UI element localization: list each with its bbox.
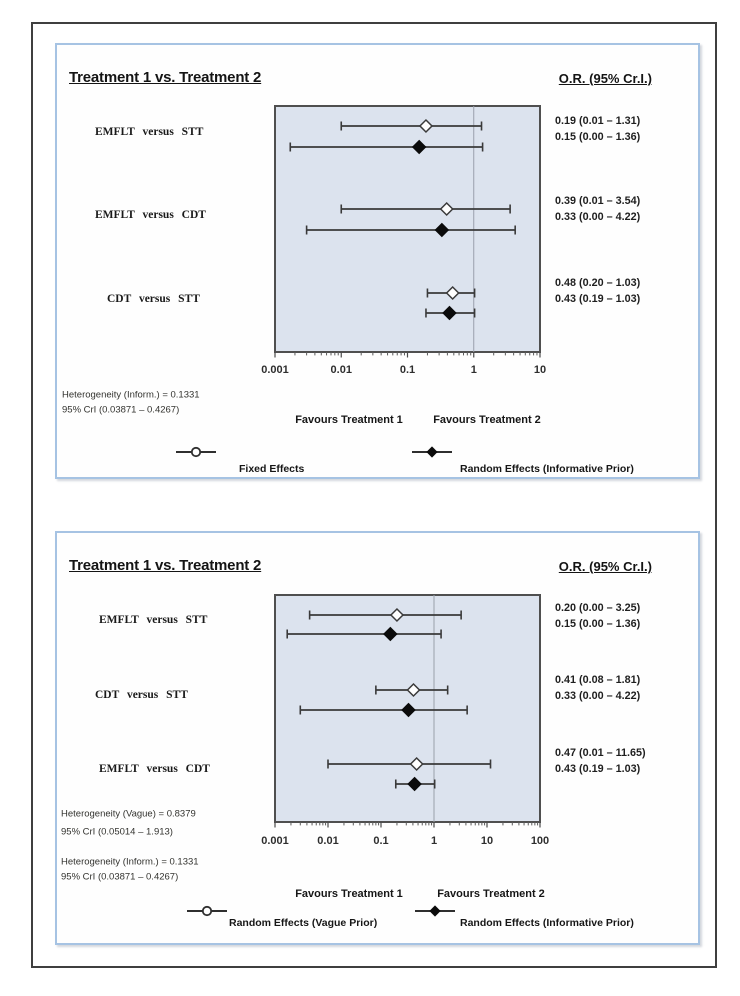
heterogeneity-text: Heterogeneity (Vague) = 0.8379 xyxy=(61,808,196,820)
or-value: 0.43 (0.19 – 1.03) xyxy=(555,293,641,305)
comparison-label: CDT versus STT xyxy=(95,689,188,701)
or-value: 0.15 (0.00 – 1.36) xyxy=(555,618,641,630)
or-value: 0.48 (0.20 – 1.03) xyxy=(555,277,641,289)
or-value: 0.41 (0.08 – 1.81) xyxy=(555,674,641,686)
heterogeneity-text: 95% CrI (0.05014 – 1.913) xyxy=(61,826,173,838)
axis-tick-label: 0.1 xyxy=(373,835,389,847)
or-header: O.R. (95% Cr.I.) xyxy=(558,71,652,86)
legend-markers xyxy=(187,905,455,916)
legend-markers xyxy=(176,446,452,457)
legend-label: Fixed Effects xyxy=(239,463,305,475)
panel-title: Treatment 1 vs. Treatment 2 xyxy=(69,69,262,86)
axis-tick-label: 100 xyxy=(530,835,550,847)
x-axis xyxy=(261,822,549,847)
or-header: O.R. (95% Cr.I.) xyxy=(558,559,652,574)
favours-treatment-2-label: Favours Treatment 2 xyxy=(437,888,545,900)
heterogeneity-text: Heterogeneity (Inform.) = 0.1331 xyxy=(62,389,200,401)
axis-tick-label: 0.01 xyxy=(330,364,352,376)
comparison-label: EMFLT versus CDT xyxy=(95,209,206,221)
comparison-label: EMFLT versus CDT xyxy=(99,763,210,775)
favours-treatment-2-label: Favours Treatment 2 xyxy=(433,414,541,426)
or-value: 0.20 (0.00 – 3.25) xyxy=(555,602,641,614)
axis-tick-label: 0.01 xyxy=(317,835,339,847)
forest-plot-panel-bottom xyxy=(55,531,700,945)
or-value: 0.33 (0.00 – 4.22) xyxy=(555,690,641,702)
comparison-label: EMFLT versus STT xyxy=(95,126,204,138)
or-value: 0.33 (0.00 – 4.22) xyxy=(555,211,641,223)
axis-tick-label: 0.1 xyxy=(399,364,416,376)
forest-plot-panel-top xyxy=(55,43,700,479)
comparison-label: CDT versus STT xyxy=(107,293,200,305)
x-axis xyxy=(261,352,546,376)
filled-diamond-icon xyxy=(426,446,437,457)
legend-label: Random Effects (Vague Prior) xyxy=(229,917,378,929)
heterogeneity-text: 95% CrI (0.03871 – 0.4267) xyxy=(61,871,179,883)
favours-treatment-1-label: Favours Treatment 1 xyxy=(295,888,403,900)
heterogeneity-text: Heterogeneity (Inform.) = 0.1331 xyxy=(61,856,199,868)
or-value: 0.19 (0.01 – 1.31) xyxy=(555,115,641,127)
or-value: 0.39 (0.01 – 3.54) xyxy=(555,195,641,207)
or-value: 0.15 (0.00 – 1.36) xyxy=(555,131,641,143)
or-value: 0.43 (0.19 – 1.03) xyxy=(555,763,641,775)
axis-tick-label: 0.001 xyxy=(261,364,289,376)
plot-area xyxy=(275,106,540,352)
open-circle-icon xyxy=(203,907,211,915)
heterogeneity-text: 95% CrI (0.03871 – 0.4267) xyxy=(62,404,180,416)
panel-title: Treatment 1 vs. Treatment 2 xyxy=(69,557,262,574)
axis-tick-label: 1 xyxy=(430,835,438,847)
axis-tick-label: 1 xyxy=(470,364,477,376)
filled-diamond-icon xyxy=(429,905,440,916)
axis-tick-label: 0.001 xyxy=(261,835,289,847)
or-value: 0.47 (0.01 – 11.65) xyxy=(555,747,646,759)
legend-label: Random Effects (Informative Prior) xyxy=(460,463,634,475)
favours-treatment-1-label: Favours Treatment 1 xyxy=(295,414,403,426)
open-circle-icon xyxy=(192,448,200,456)
comparison-label: EMFLT versus STT xyxy=(99,614,208,626)
axis-tick-label: 10 xyxy=(533,364,547,376)
axis-tick-label: 10 xyxy=(480,835,494,847)
legend-label: Random Effects (Informative Prior) xyxy=(460,917,634,929)
